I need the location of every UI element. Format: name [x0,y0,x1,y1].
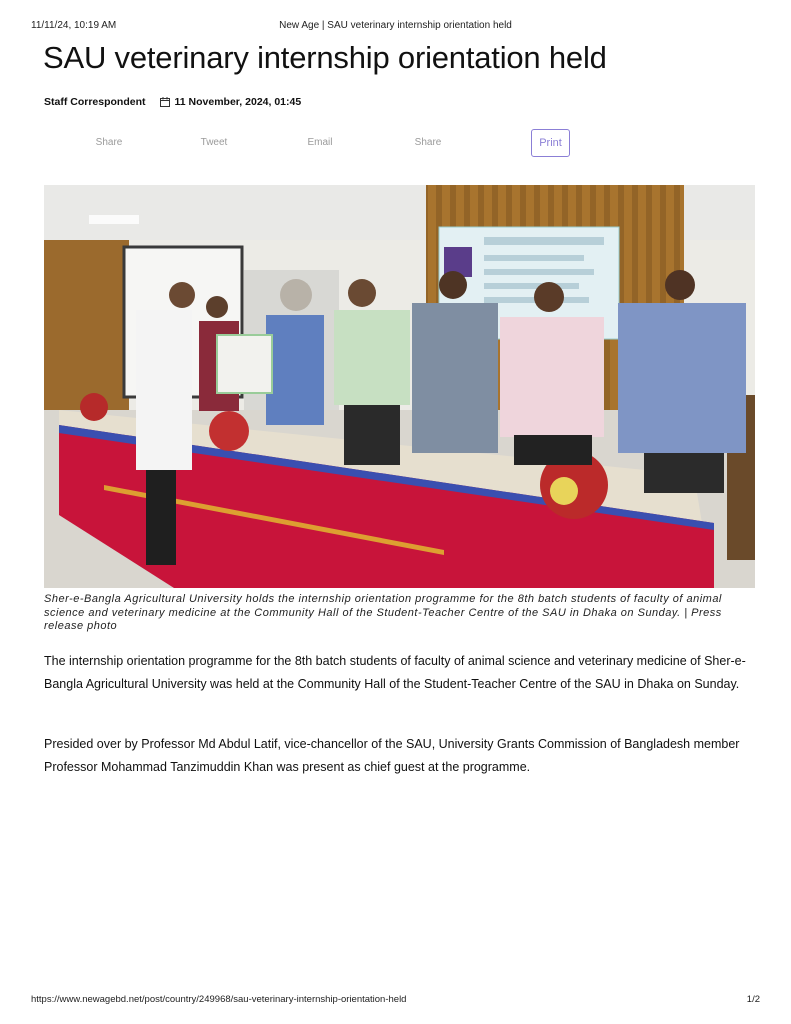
article-photo [44,185,755,588]
print-url: https://www.newagebd.net/post/country/249968/sau-veterinary-internship-orientation-held [31,994,407,1005]
calendar-icon [160,97,170,107]
share-facebook-button[interactable]: Share [95,137,123,148]
email-button[interactable]: Email [307,137,333,148]
print-page-title: New Age | SAU veterinary internship orientation held [279,20,512,31]
share-toolbar [44,129,756,157]
print-button[interactable]: Print [531,129,570,157]
author-name[interactable]: Staff Correspondent [44,96,146,108]
photo-caption: Sher-e-Bangla Agricultural University holds the internship orientation programme for the 8th batch students of faculty of animal science and veterinary medicine at the Community Hall of the Student-Teacher Centre of the SAU in Dhaka on Sunday. | Press release photo [44,593,722,632]
article-paragraph: The internship orientation programme for the 8th batch students of faculty of animal science and veterinary medicine of Sher-e-Bangla Agricultural University was held at the Community Hall of the Student-Teacher Centre of the SAU in Dhaka on Sunday. [44,654,746,691]
print-page-number: 1/2 [746,994,760,1005]
tweet-button[interactable]: Tweet [200,137,228,148]
article-headline: SAU veterinary internship orientation held [43,40,607,75]
article-paragraph: Presided over by Professor Md Abdul Latif, vice-chancellor of the SAU, University Grants Commission of Bangladesh member Professor Mohammad Tanzimuddin Khan was present as chief guest at the programme. [44,737,740,774]
article-meta [44,96,301,108]
share-other-button[interactable]: Share [414,137,442,148]
publish-date [160,96,302,108]
print-datetime: 11/11/24, 10:19 AM [31,20,117,31]
publish-date-text: 11 November, 2024, 01:45 [174,96,302,108]
